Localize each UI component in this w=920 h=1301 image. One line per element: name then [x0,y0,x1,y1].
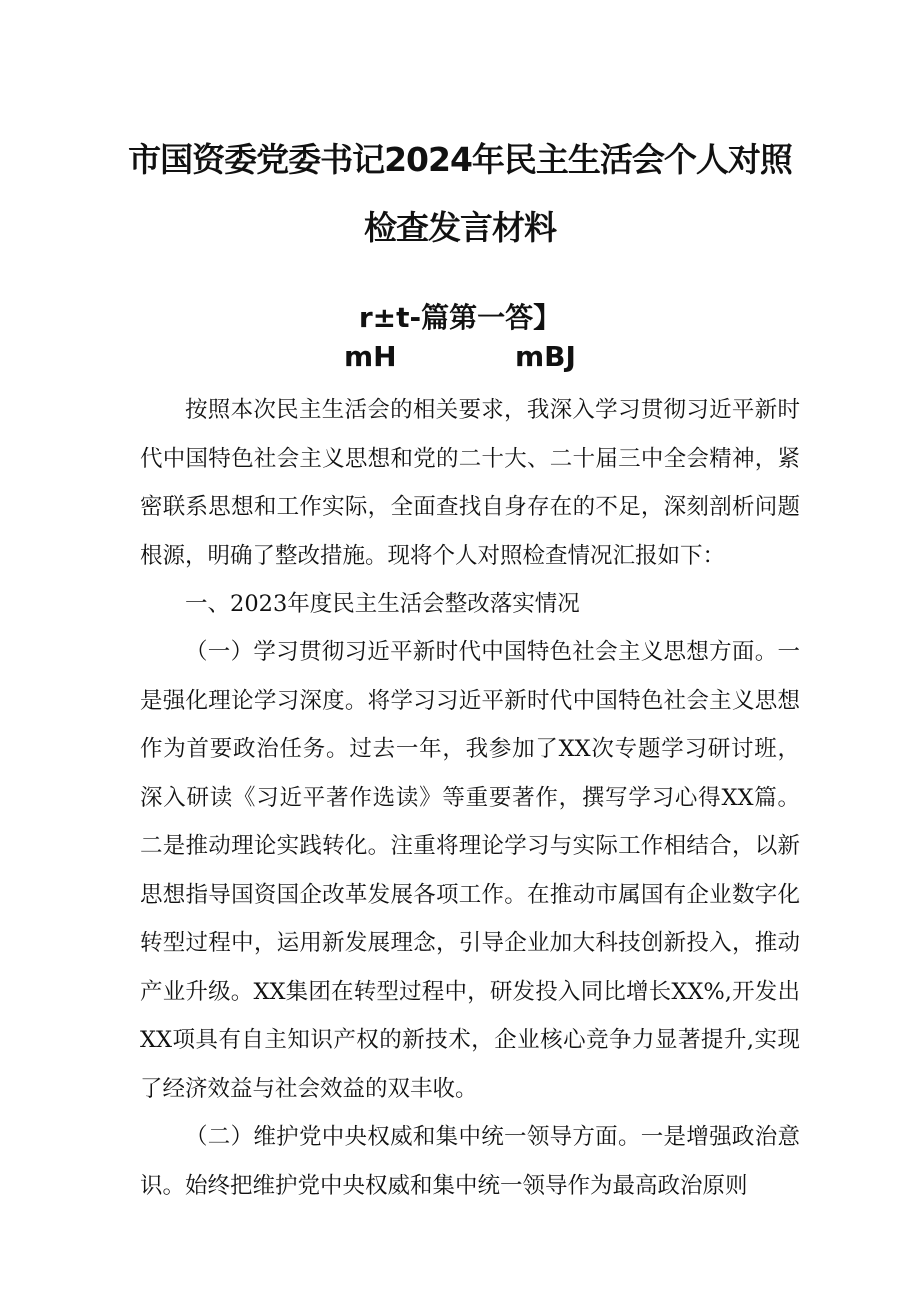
subheading-line-2-right: mBJ [515,340,576,373]
paragraph-one: （一）学习贯彻习近平新时代中国特色社会主义思想方面。一是强化理论学习深度。将学习习近平新时代中国特色社会主义思想作为首要政治任务。过去一年，我参加了XX次专题学习研讨班，深入研读《习近平著作选读》等重要著作，撰写学习心得XX篇。二是推动理论实践转化。注重将理论学习与实际工作相结合，以新思想指导国资国企改革发展各项工作。在推动市属国有企业数字化转型过程中，运用新发展理念，引导企业加大科技创新投入，推动产业升级。XX集团在转型过程中，研发投入同比增长XX%,开发出XX项具有自主知识产权的新技术，企业核心竞争力显著提升,实现了经济效益与社会效益的双丰收。 [140,639,800,1102]
subheading-line-1: r±t-篇第一答】 [358,301,562,334]
document-title-line-1: 市国资委党委书记2024年民主生活会个人对照 [128,140,792,179]
subheading-line-2-left: mH [344,340,397,373]
intro-paragraph: 按照本次民主生活会的相关要求，我深入学习贯彻习近平新时代中国特色社会主义思想和党的二十大、二十届三中全会精神，紧密联系思想和工作实际，全面查找自身存在的不足，深刻剖析问题根源，明确了整改措施。现将个人对照检查情况汇报如下： [140,397,800,569]
section-one-heading: 一、2023年度民主生活会整改落实情况 [185,591,580,617]
paragraph-two: （二）维护党中央权威和集中统一领导方面。一是增强政治意识。始终把维护党中央权威和集中统一领导作为最高政治原则 [140,1124,800,1199]
document-title-line-2: 检查发言材料 [364,208,556,247]
